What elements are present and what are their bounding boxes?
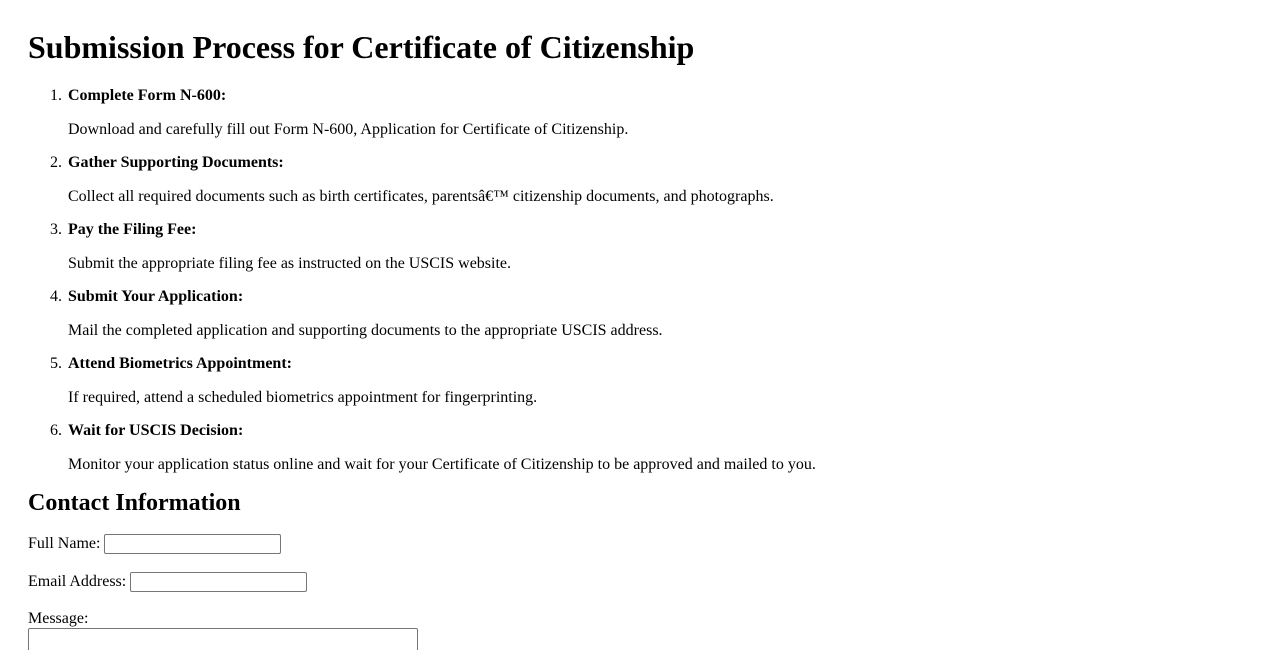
full-name-row [28,533,1250,555]
step-description: Collect all required documents such as birth certificates, parentsâ€™ citizenship documents, and photographs. [68,188,774,205]
step-number: 1. [50,87,62,104]
step-title: Gather Supporting Documents: [68,154,284,171]
step-description: Download and carefully fill out Form N-600, Application for Certificate of Citizenship. [68,121,629,138]
step-title: Wait for USCIS Decision: [68,422,244,439]
full-name-field[interactable] [104,534,281,554]
list-item [28,154,1250,206]
step-number: 2. [50,154,62,171]
step-description: Submit the appropriate filing fee as instructed on the USCIS website. [68,255,512,272]
message-label: Message: [28,610,89,627]
step-title: Pay the Filing Fee: [68,221,197,238]
email-field[interactable] [130,572,307,592]
contact-section-title: Contact Information [28,490,241,516]
full-name-label: Full Name: [28,534,101,552]
step-number: 6. [50,422,62,439]
page-title: Submission Process for Certificate of Citizenship [28,29,695,65]
step-description: Mail the completed application and supporting documents to the appropriate USCIS address. [68,322,663,339]
email-row [28,571,1250,593]
list-item [28,355,1250,407]
step-title: Attend Biometrics Appointment: [68,355,292,372]
step-title: Submit Your Application: [68,288,244,305]
list-item [28,422,1250,474]
step-description: If required, attend a scheduled biometrics appointment for fingerprinting. [68,389,538,406]
step-number: 5. [50,355,62,372]
step-title: Complete Form N-600: [68,87,227,104]
message-field[interactable] [28,628,418,650]
step-description: Monitor your application status online and wait for your Certificate of Citizenship to be approved and mailed to you. [68,456,816,473]
steps-list [28,87,1250,474]
contact-form [28,533,1250,650]
list-item [28,221,1250,273]
step-number: 3. [50,221,62,238]
list-item [28,288,1250,340]
list-item [28,87,1250,139]
email-label: Email Address: [28,572,127,590]
step-number: 4. [50,288,62,305]
